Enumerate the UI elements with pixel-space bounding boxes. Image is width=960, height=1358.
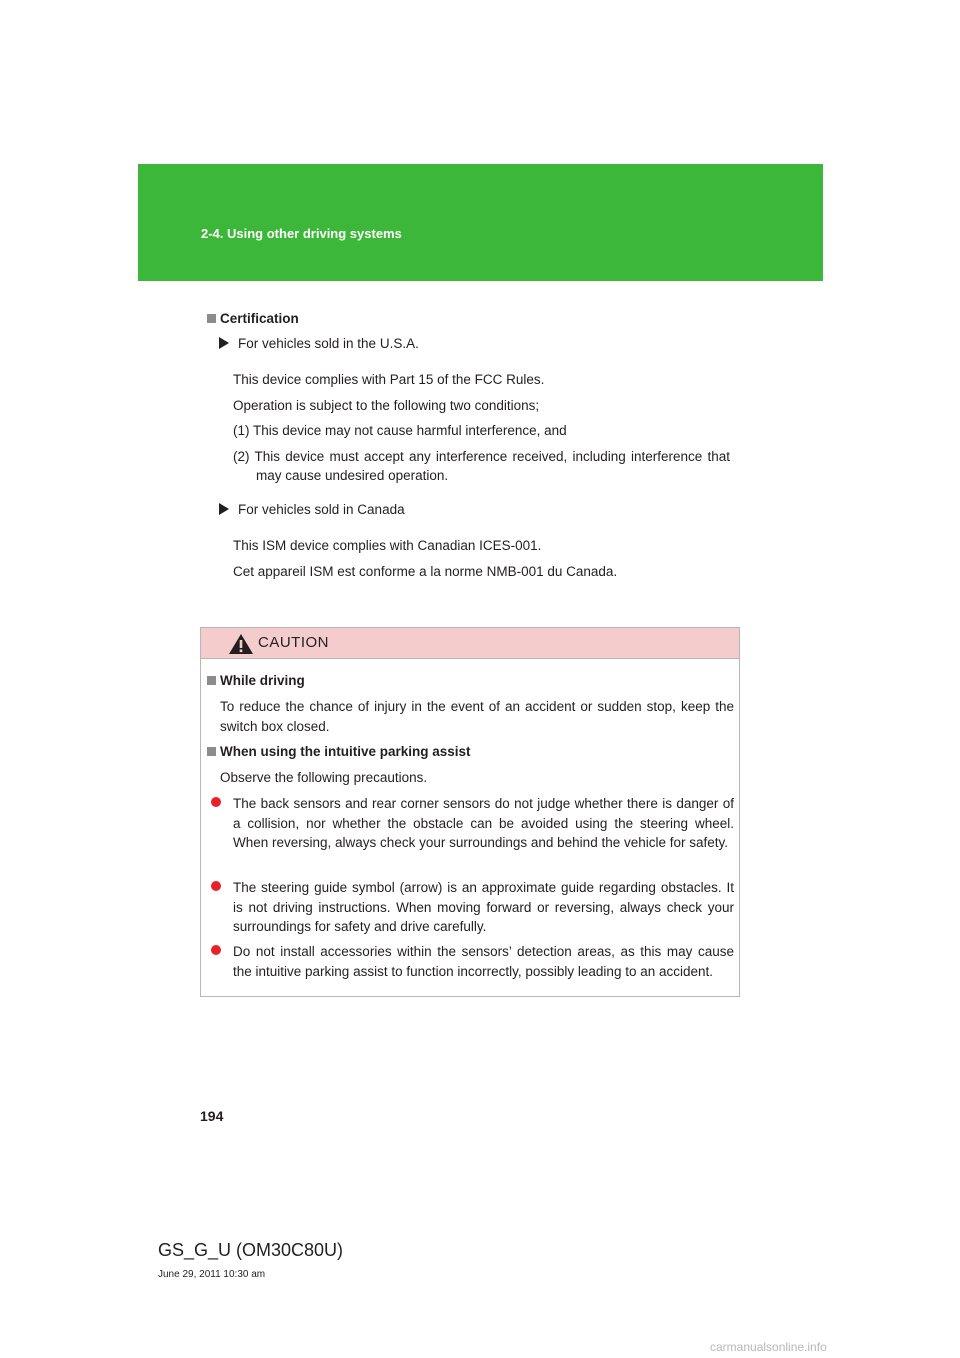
usa-label: For vehicles sold in the U.S.A. (219, 334, 419, 353)
certification-heading: Certification (207, 309, 299, 328)
red-dot-bullet-icon (211, 945, 221, 955)
canada-label: For vehicles sold in Canada (219, 500, 405, 519)
list-item-text: The back sensors and rear corner sensors do not judge whether there is danger of a collision, nor whether the obstacle can be avoided using the steering wheel. When reversing, always check your surroundings and behind the vehicle for safety. (233, 796, 734, 850)
square-bullet-icon (207, 314, 216, 323)
usa-condition-1: (1) This device may not cause harmful interference, and (233, 423, 567, 438)
list-item (201, 942, 734, 981)
page-number: 194 (200, 1108, 224, 1124)
red-dot-bullet-icon (211, 797, 221, 807)
watermark: carmanualsonline.info (710, 1340, 827, 1354)
document-code: GS_G_U (OM30C80U) (158, 1240, 344, 1260)
red-dot-bullet-icon (211, 881, 221, 891)
header-band (138, 164, 823, 281)
square-bullet-icon (207, 747, 216, 756)
caution-title: CAUTION (258, 634, 329, 651)
usa-condition-2: (2) This device must accept any interference received, including interference that may cause undesired operation. (233, 449, 730, 483)
square-bullet-icon (207, 676, 216, 685)
document-date: June 29, 2011 10:30 am (158, 1269, 266, 1280)
list-item (201, 878, 734, 937)
usa-line-1: This device complies with Part 15 of the FCC Rules. (233, 372, 545, 387)
triangle-pointer-icon (219, 337, 229, 349)
while-driving-text: To reduce the chance of injury in the event of an accident or sudden stop, keep the switch box closed. (220, 699, 734, 734)
canada-line-2: Cet appareil ISM est conforme a la norme NMB-001 du Canada. (233, 564, 618, 579)
section-title: 2-4. Using other driving systems (201, 226, 402, 241)
list-item-text: Do not install accessories within the sensors’ detection areas, as this may cause the intuitive parking assist to function incorrectly, possibly leading to an accident. (233, 944, 734, 979)
triangle-pointer-icon (219, 503, 229, 515)
parking-assist-intro: Observe the following precautions. (220, 770, 428, 785)
list-item (201, 794, 734, 853)
list-item-text: The steering guide symbol (arrow) is an approximate guide regarding obstacles. It is not driving instructions. When moving forward or reversing, always check your surroundings for safety and drive carefully. (233, 880, 734, 934)
canada-line-1: This ISM device complies with Canadian ICES-001. (233, 538, 542, 553)
parking-assist-heading: When using the intuitive parking assist (207, 742, 471, 762)
while-driving-heading: While driving (207, 671, 305, 691)
warning-triangle-icon (228, 633, 254, 655)
usa-line-2: Operation is subject to the following two conditions; (233, 398, 540, 413)
caution-box (200, 627, 740, 997)
caution-header (201, 628, 739, 659)
